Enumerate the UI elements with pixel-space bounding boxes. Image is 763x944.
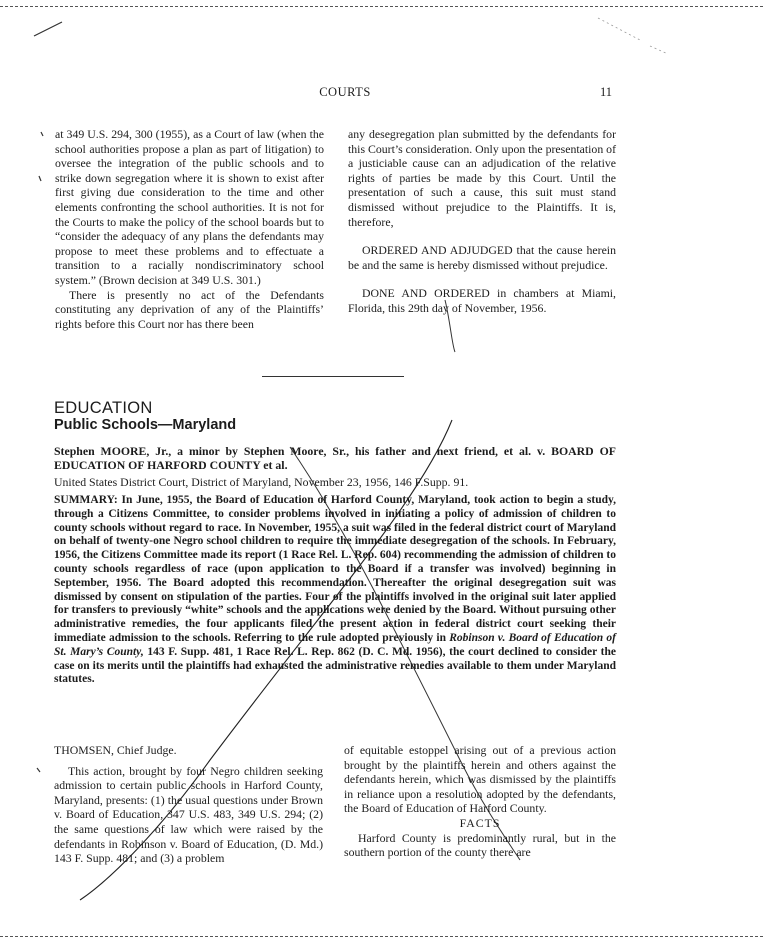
signature-paragraph: DONE AND ORDERED in chambers at Miami, Florida, this 29th day of November, 1956. — [348, 286, 616, 315]
running-title: COURTS — [319, 85, 371, 99]
prior-case-left-column — [55, 127, 324, 331]
opinion-left-column — [54, 743, 323, 866]
scan-edge-top — [0, 6, 763, 7]
corner-smudge — [598, 18, 668, 54]
paragraph: Harford County is predominantly rural, but in the southern portion of the county there are — [344, 830, 616, 860]
summary-case-name: Robinson v. Board of Education of St. Mary’s County, — [54, 631, 616, 658]
case-summary — [54, 494, 616, 687]
case-caption: Stephen MOORE, Jr., a minor by Stephen Moore, Sr., his father and next friend, et al. v. BOARD OF EDUCATION OF HARFORD COUNTY et al. — [54, 444, 616, 472]
opinion-author: THOMSEN, Chief Judge. — [54, 743, 177, 757]
prior-case-right-column — [348, 127, 616, 316]
paragraph: at 349 U.S. 294, 300 (1955), as a Court of law (when the school authorities propose a plan as part of litigation) to oversee the integration of the public schools and to strike down segregation where it is shown to exist after first giving due consideration to the time and other elements confronting the school authorities. It is not for the Courts to make the policy of the school boards but to “consider the adequacy of any plans the defendants may propose to meet these problems and to effectuate a transition to a racially nondiscriminatory school system.” (Brown decision at 349 U.S. 301.) — [55, 127, 324, 287]
court-citation: United States District Court, District of Maryland, November 23, 1956, 146 F.Supp. 91. — [54, 475, 469, 489]
paragraph: of equitable estoppel arising out of a previous action brought by the plaintiffs herein and others against the defendants herein, which was dismissed by the plaintiffs in reliance upon a resolution adopted by the defendants, the Board of Education of Harford County. — [344, 743, 616, 816]
paragraph: This action, brought by four Negro children seeking admission to certain public schools in Harford County, Maryland, presents: (1) the usual questions under Brown v. Board of Education, 347 U.S. 483, 349 U.S. 294; (2) the same questions of law which were raised by the defendants in Robinson v. Board of Education, (D. Md.) 143 F. Supp. 481; and (3) a problem — [54, 763, 323, 866]
summary-text-end: 143 F. Supp. 481, 1 Race Rel. L. Rep. 862 (D. C. Md. 1956), the court declined to consider the case on its merits until the plaintiffs had exhausted the administrative remedies available to them under Maryland statutes. — [54, 645, 617, 686]
section-title: EDUCATION — [54, 399, 153, 417]
paragraph: There is presently no act of the Defendants constituting any deprivation of any of the Plaintiffs’ rights before this Court nor has there been — [55, 287, 324, 331]
facts-heading: FACTS — [459, 815, 501, 830]
summary-text: SUMMARY: In June, 1955, the Board of Education of Harford County, Maryland, took action to begin a study, through a Citizens Committee, to consider problems involved in initiating a policy of admission of children to county schools without regard to race. In November, 1955, a suit was filed in the federal district court of Maryland on behalf of twenty-one Negro school children to require the immediate desegregation of the schools. In February, 1956, the Citizens Committee made its report (1 Race Rel. L. Rep. 604) recommending the admission of children to county schools regardless of race (upon application to the Board if a transfer was involved) beginning in September, 1956. The Board adopted this recommendation. Thereafter the original desegregation suit was dismissed by consent on stipulation of the parties. Four of the plaintiffs involved in the original suit later applied for transfers to previously “white” schools and the applications were denied by the Board. Without pursuing other administrative remedies, the four applicants filed the present action in federal district court seeking their immediate admission to the schools. Referring to the rule adopted previously in — [54, 494, 616, 644]
margin-tick-3 — [37, 768, 40, 772]
paragraph: any desegregation plan submitted by the defendants for this Court’s consideration. Only upon the presentation of a justiciable cause can an adjudication of the relative rights of parties be made by this Court. Until the presentation of such a cause, this suit must stand dismissed without prejudice to the Plaintiffs. It is, therefore, — [348, 127, 617, 229]
order-paragraph: ORDERED AND ADJUDGED that the cause herein be and the same is hereby dismissed without prejudice. — [348, 243, 616, 272]
margin-tick-1 — [41, 132, 43, 136]
section-subtitle: Public Schools—Maryland — [54, 417, 237, 433]
section-divider — [262, 376, 404, 377]
page-number: 11 — [600, 85, 613, 99]
margin-tick-2 — [39, 176, 41, 181]
corner-pen-mark — [34, 22, 62, 36]
scan-edge-bottom — [0, 936, 763, 937]
opinion-right-column — [344, 743, 616, 860]
